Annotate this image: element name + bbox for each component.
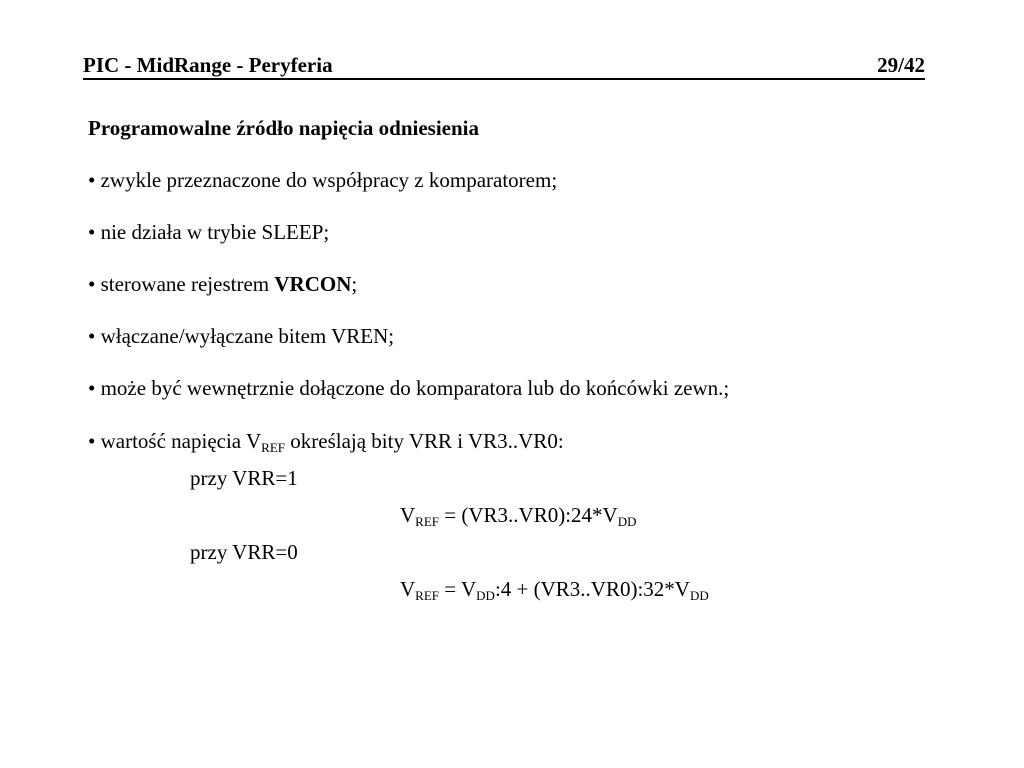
bullet-vren: • włączane/wyłączane bitem VREN; xyxy=(88,324,395,348)
slide-header xyxy=(83,52,925,80)
formula-vrr0 xyxy=(400,576,709,602)
case-vrr0-label: przy VRR=0 xyxy=(190,540,298,564)
bullet-vrcon-prefix: • sterowane rejestrem xyxy=(88,272,275,296)
bullet-connection: • może być wewnętrznie dołączone do komparatora lub do końcówki zewn.; xyxy=(88,376,730,400)
bullet-vrcon-register: VRCON xyxy=(274,272,352,296)
slide-title: PIC - MidRange - Peryferia xyxy=(83,53,333,77)
formula-vrr1-ref: REF xyxy=(415,514,440,529)
formula-vrr1-dd: DD xyxy=(617,514,637,529)
section-heading: Programowalne źródło napięcia odniesienia xyxy=(88,116,480,140)
formula-vrr1 xyxy=(400,502,636,528)
bullet-vref-sub: REF xyxy=(261,440,285,455)
bullet-vrcon xyxy=(88,271,357,297)
bullet-comparator: • zwykle przeznaczone do współpracy z komparatorem; xyxy=(88,168,558,192)
bullet-sleep: • nie działa w trybie SLEEP; xyxy=(88,220,330,244)
formula-vrr0-dd2: DD xyxy=(689,588,709,603)
formula-vrr0-expr: :4 + (VR3..VR0):32*V xyxy=(494,577,690,601)
case-vrr1-label: przy VRR=1 xyxy=(190,466,298,490)
bullet-vref-suffix: określają bity VRR i VR3..VR0: xyxy=(285,429,564,453)
formula-vrr0-dd1: DD xyxy=(476,588,495,603)
bullet-vrcon-suffix: ; xyxy=(351,272,358,296)
formula-vrr0-ref: REF xyxy=(415,588,440,603)
formula-vrr1-v: V xyxy=(400,503,416,527)
formula-vrr0-v: V xyxy=(400,577,416,601)
bullet-vref-prefix: • wartość napięcia V xyxy=(88,429,262,453)
page-number: 29/42 xyxy=(877,53,925,77)
bullet-vref-bits xyxy=(88,428,564,454)
formula-vrr1-expr: = (VR3..VR0):24*V xyxy=(439,503,618,527)
formula-vrr0-eq: = V xyxy=(439,577,477,601)
